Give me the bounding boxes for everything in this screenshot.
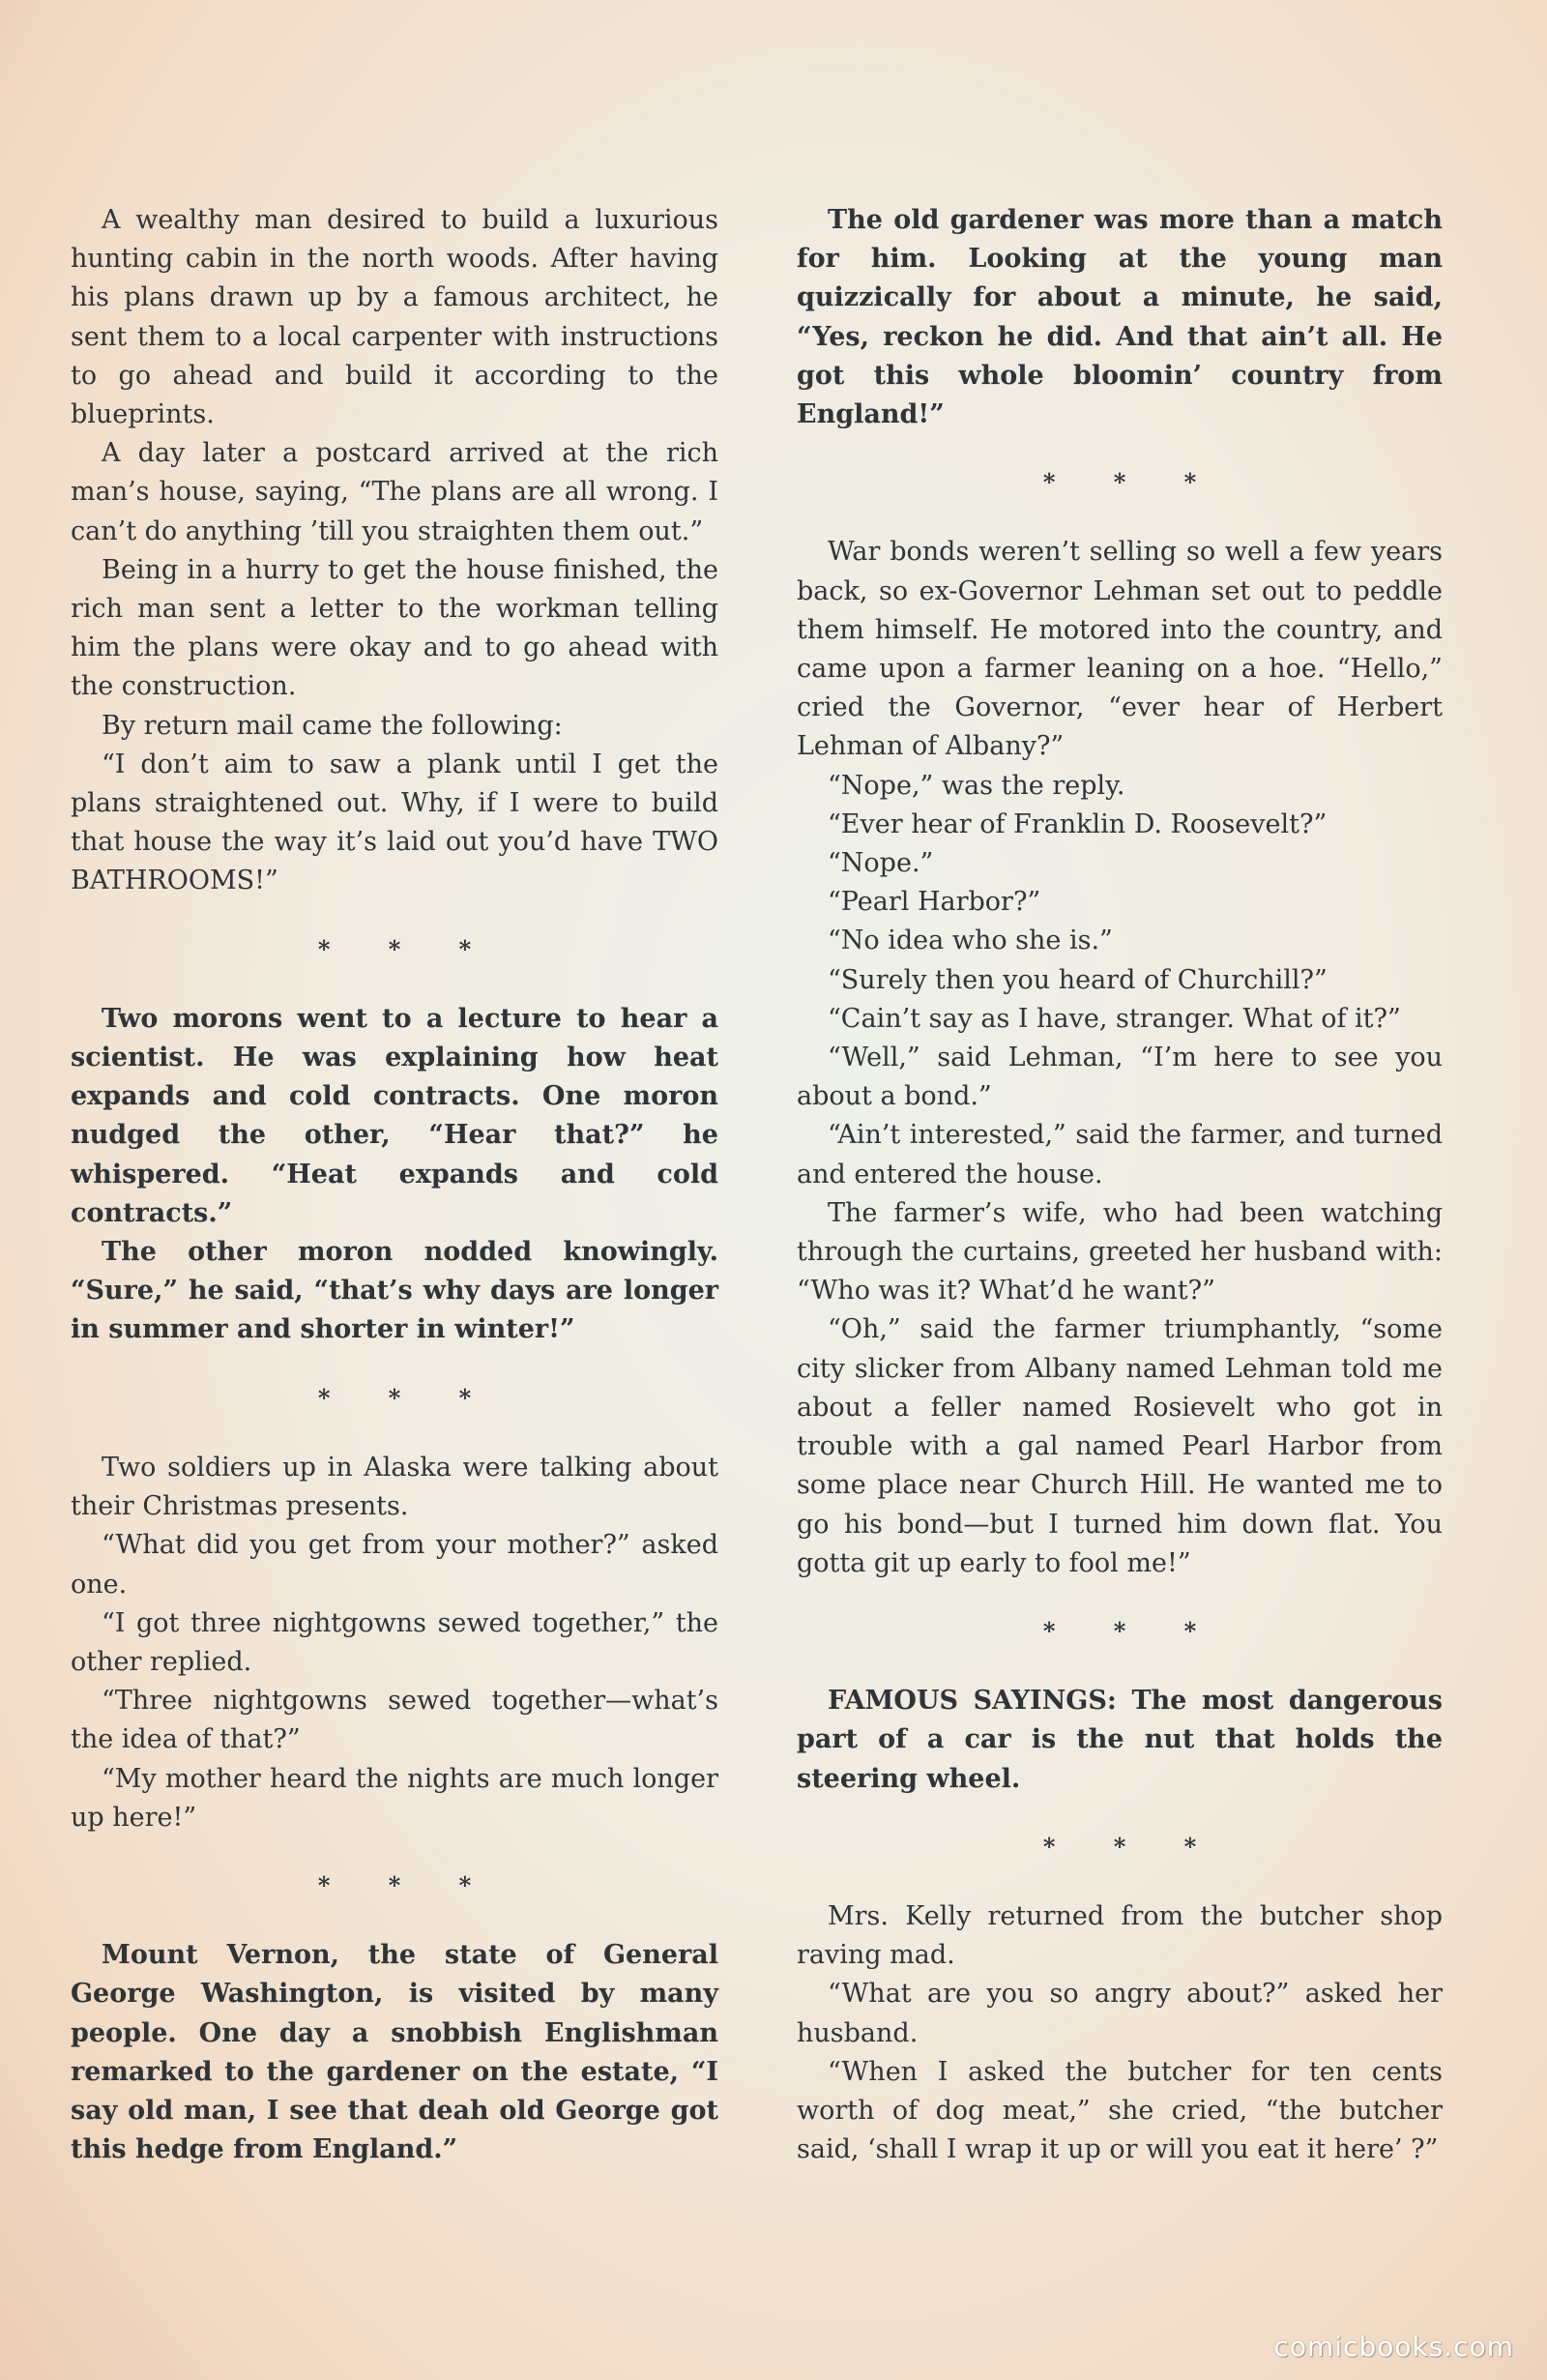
paragraph: “My mother heard the nights are much longer up here!” [71, 1763, 718, 1833]
story-mrs-kelly [797, 1897, 1443, 2169]
paragraph: “Surely then you heard of Churchill?” [828, 964, 1328, 995]
paragraph: “Oh,” said the farmer triumphantly, “some city slicker from Albany named Lehman told me about a feller named Rosievelt who got in trouble with a gal named Pearl Harbor from some place near Church Hill. He wanted me to go his bond—but I turned him down flat. You gotta git up early to fool me!” [797, 1314, 1443, 1578]
paragraph: “No idea who she is.” [828, 926, 1113, 956]
paragraph: A day later a postcard arrived at the rich man’s house, saying, “The plans are all wrong. I can’t do anything ’till you straighten them out.” [71, 438, 718, 546]
paragraph: “Pearl Harbor?” [828, 887, 1041, 918]
paragraph: “What did you get from your mother?” asked one. [71, 1530, 718, 1600]
paragraph: “I don’t aim to saw a plank until I get the plans straightened out. Why, if I were to build that house the way it’s laid out you’d have TWO BATHROOMS!” [71, 749, 718, 896]
watermark: comicbooks.com [1273, 2331, 1514, 2363]
paragraph: “Ever hear of Franklin D. Roosevelt?” [828, 808, 1328, 839]
story-famous-sayings [797, 1682, 1443, 1799]
separator: * * * [1042, 1832, 1222, 1861]
paragraph: The farmer’s wife, who had been watching through the curtains, greeted her husband with: “Who was it? What’d he want?” [797, 1197, 1443, 1307]
paragraph: “What are you so angry about?” asked her husband. [797, 1979, 1443, 2048]
paragraph: A wealthy man desired to build a luxurious hunting cabin in the north woods. After having his plans drawn up by a famous architect, he sent them to a local carpenter with instructions to go ahead and build it according to the blueprints. [71, 205, 718, 430]
paragraph: By return mail came the following: [102, 710, 563, 741]
separator: * * * [1042, 468, 1222, 497]
story-mount-vernon-continued [797, 201, 1443, 434]
paragraph: “Nope,” was the reply. [828, 770, 1125, 801]
paragraph: Mrs. Kelly returned from the butcher shop raving mad. [797, 1900, 1443, 1971]
story-morons [71, 1000, 718, 1350]
left-column [71, 201, 718, 2169]
right-column [797, 201, 1443, 2169]
paragraph: Two morons went to a lecture to hear a scientist. He was explaining how heat expands and cold contracts. One moron nudged the other, “Hear that?” he whispered. “Heat expands and cold contracts.” [71, 1003, 718, 1228]
story-mount-vernon [71, 1936, 718, 2169]
paragraph: Two soldiers up in Alaska were talking about their Christmas presents. [71, 1452, 718, 1522]
story-war-bonds [797, 533, 1443, 1582]
separator: * * * [317, 1383, 497, 1412]
story-alaska [71, 1449, 718, 1837]
paragraph: “Cain’t say as I have, stranger. What of it?” [828, 1003, 1401, 1034]
separator: * * * [1042, 1616, 1222, 1645]
paragraph: Mount Vernon, the state of General George Washington, is visited by many people. One day a snobbish Englishman remarked to the gardener on the estate, “I say old man, I see that deah old George got this hedge from England.” [71, 1940, 718, 2165]
paragraph: War bonds weren’t selling so well a few years back, so ex-Governor Lehman set out to peddle them himself. He motored into the country, and came upon a farmer leaning on a hoe. “Hello,” cried the Governor, “ever hear of Herbert Lehman of Albany?” [797, 537, 1443, 762]
separator: * * * [317, 1870, 497, 1899]
paragraph: “Ain’t interested,” said the farmer, and turned and entered the house. [797, 1120, 1443, 1190]
paragraph: “Three nightgowns sewed together—what’s the idea of that?” [71, 1686, 718, 1755]
separator: * * * [317, 934, 497, 963]
paragraph: “Nope.” [828, 848, 934, 879]
paragraph: Being in a hurry to get the house finished, the rich man sent a letter to the workman telling him the plans were okay and to go ahead with the construction. [71, 554, 718, 702]
paragraph: The other moron nodded knowingly. “Sure,” he said, “that’s why days are longer in summer and shorter in winter!” [71, 1237, 718, 1345]
story-cabin [71, 201, 718, 901]
paragraph: “When I asked the butcher for ten cents worth of dog meat,” she cried, “the butcher said, ‘shall I wrap it up or will you eat it here’ ?” [797, 2056, 1443, 2165]
paragraph: “Well,” said Lehman, “I’m here to see you about a bond.” [797, 1043, 1443, 1112]
paragraph: “I got three nightgowns sewed together,” the other replied. [71, 1607, 718, 1677]
paragraph: FAMOUS SAYINGS: The most dangerous part of a car is the nut that holds the steering wheel. [797, 1686, 1443, 1794]
paragraph: The old gardener was more than a match for him. Looking at the young man quizzically for about a minute, he said, “Yes, reckon he did. And that ain’t all. He got this whole bloomin’ country from England!” [797, 205, 1443, 430]
